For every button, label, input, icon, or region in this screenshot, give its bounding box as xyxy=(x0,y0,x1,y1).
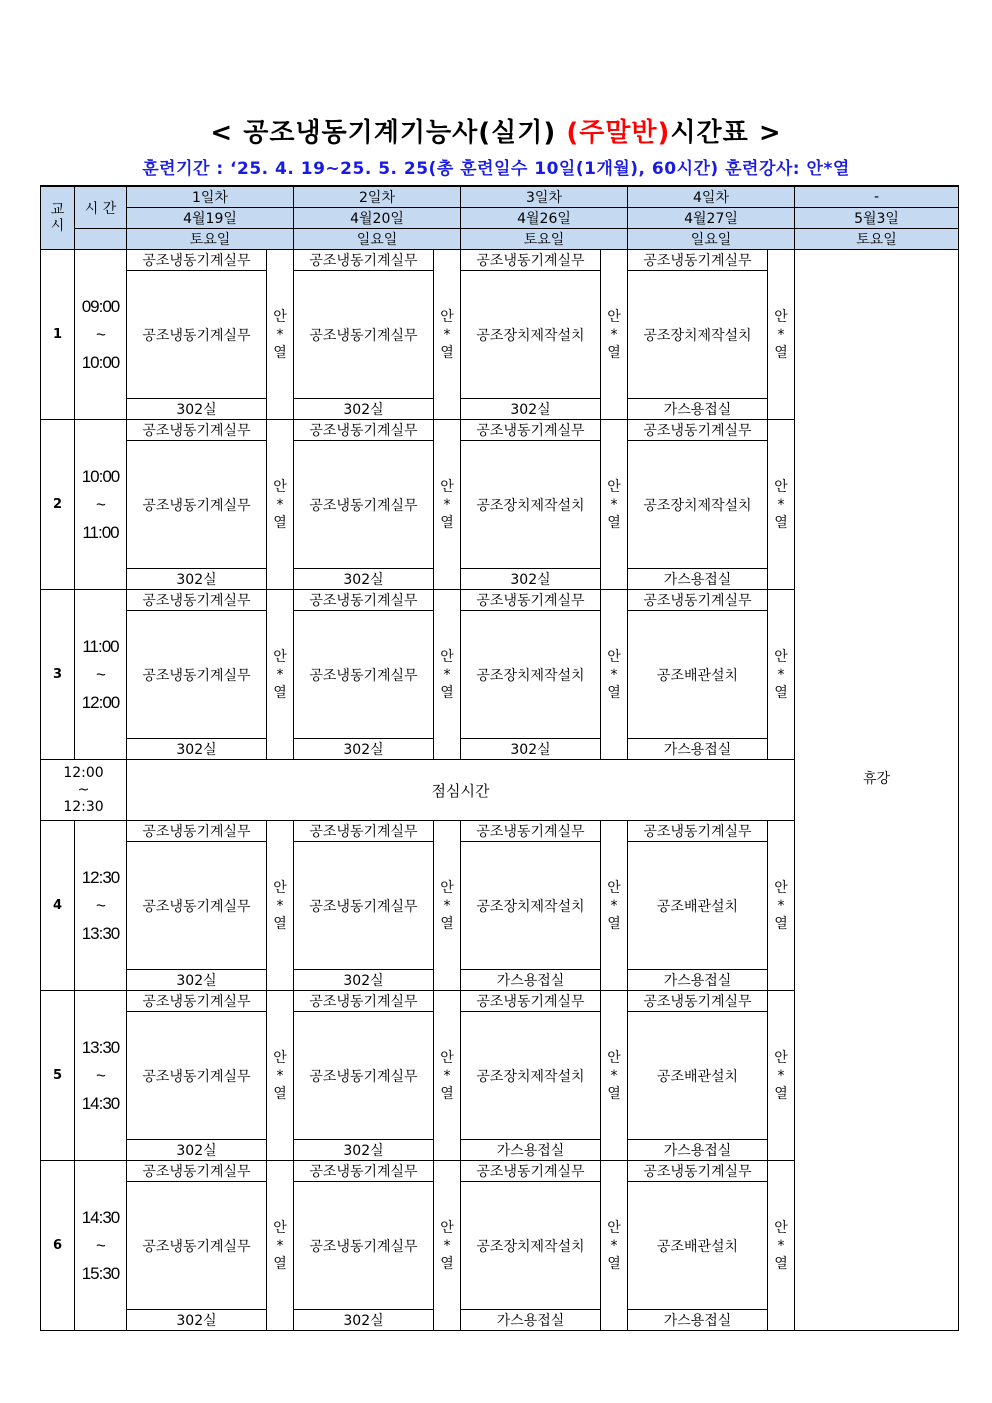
period-number: 4 xyxy=(41,821,75,991)
room-d2: 302실 xyxy=(294,739,434,760)
title-highlight: (주말반) xyxy=(566,118,671,148)
subject-main-d3: 공조장치제작설치 xyxy=(461,271,601,399)
room-d1: 302실 xyxy=(127,1140,267,1161)
room-d3: 302실 xyxy=(461,739,601,760)
subject-main-d1: 공조냉동기계실무 xyxy=(127,271,267,399)
subject-category-d2: 공조냉동기계실무 xyxy=(294,420,434,441)
subject-main-d2: 공조냉동기계실무 xyxy=(294,441,434,569)
subject-main-d3: 공조장치제작설치 xyxy=(461,611,601,739)
instructor-d2: 안 * 열 xyxy=(434,420,461,590)
rest-cell xyxy=(795,250,959,1331)
instructor-d2: 안 * 열 xyxy=(434,821,461,991)
period-time: 09:00 ~ 10:00 xyxy=(75,250,127,420)
header-weekday-2: 일요일 xyxy=(294,229,461,250)
subject-main-d4: 공조장치제작설치 xyxy=(628,441,768,569)
room-d1: 302실 xyxy=(127,1310,267,1331)
subject-category-d1: 공조냉동기계실무 xyxy=(127,250,267,271)
period-time: 14:30 ~ 15:30 xyxy=(75,1161,127,1331)
subject-category-d4: 공조냉동기계실무 xyxy=(628,821,768,842)
lunch-time: 12:00 ~ 12:30 xyxy=(41,760,127,821)
period-header: 교 시 xyxy=(41,186,75,250)
subject-main-d4: 공조배관설치 xyxy=(628,1182,768,1310)
room-d4: 가스용접실 xyxy=(628,399,768,420)
instructor-d2: 안 * 열 xyxy=(434,1161,461,1331)
instructor-d1: 안 * 열 xyxy=(267,420,294,590)
room-d1: 302실 xyxy=(127,569,267,590)
subject-category-d4: 공조냉동기계실무 xyxy=(628,1161,768,1182)
room-d4: 가스용접실 xyxy=(628,739,768,760)
header-day-2: 2일차 xyxy=(294,186,461,208)
instructor-d1: 안 * 열 xyxy=(267,821,294,991)
room-d3: 302실 xyxy=(461,399,601,420)
subject-category-d4: 공조냉동기계실무 xyxy=(628,250,768,271)
subject-main-d2: 공조냉동기계실무 xyxy=(294,842,434,970)
subject-category-d1: 공조냉동기계실무 xyxy=(127,991,267,1012)
period-time: 10:00 ~ 11:00 xyxy=(75,420,127,590)
room-d2: 302실 xyxy=(294,970,434,991)
room-d2: 302실 xyxy=(294,399,434,420)
subject-main-d4: 공조장치제작설치 xyxy=(628,271,768,399)
subject-main-d3: 공조장치제작설치 xyxy=(461,842,601,970)
header-weekday-1: 토요일 xyxy=(127,229,294,250)
instructor-d3: 안 * 열 xyxy=(601,420,628,590)
subject-main-d4: 공조배관설치 xyxy=(628,842,768,970)
subject-category-d2: 공조냉동기계실무 xyxy=(294,590,434,611)
subject-category-d4: 공조냉동기계실무 xyxy=(628,991,768,1012)
room-d4: 가스용접실 xyxy=(628,970,768,991)
header-date-1: 4월19일 xyxy=(127,208,294,229)
instructor-d4: 안 * 열 xyxy=(768,420,795,590)
instructor-d4: 안 * 열 xyxy=(768,991,795,1161)
subject-category-d2: 공조냉동기계실무 xyxy=(294,1161,434,1182)
subject-category-d1: 공조냉동기계실무 xyxy=(127,420,267,441)
timetable xyxy=(40,185,959,1331)
subject-category-d3: 공조냉동기계실무 xyxy=(461,821,601,842)
instructor-d2: 안 * 열 xyxy=(434,590,461,760)
instructor-d3: 안 * 열 xyxy=(601,991,628,1161)
header-date-4: 4월27일 xyxy=(628,208,795,229)
period-number: 5 xyxy=(41,991,75,1161)
page-title xyxy=(0,112,992,149)
instructor-d3: 안 * 열 xyxy=(601,590,628,760)
room-d1: 302실 xyxy=(127,399,267,420)
subject-category-d2: 공조냉동기계실무 xyxy=(294,250,434,271)
instructor-d1: 안 * 열 xyxy=(267,250,294,420)
room-d4: 가스용접실 xyxy=(628,1310,768,1331)
subject-main-d1: 공조냉동기계실무 xyxy=(127,1012,267,1140)
subject-main-d2: 공조냉동기계실무 xyxy=(294,271,434,399)
subject-category-d3: 공조냉동기계실무 xyxy=(461,590,601,611)
title-suffix: 시간표 > xyxy=(670,118,782,148)
room-d4: 가스용접실 xyxy=(628,1140,768,1161)
header-weekday-3: 토요일 xyxy=(461,229,628,250)
subject-main-d1: 공조냉동기계실무 xyxy=(127,611,267,739)
subject-category-d3: 공조냉동기계실무 xyxy=(461,250,601,271)
header-weekday-4: 일요일 xyxy=(628,229,795,250)
instructor-d4: 안 * 열 xyxy=(768,821,795,991)
header-date-5: 5월3일 xyxy=(795,208,959,229)
subject-main-d1: 공조냉동기계실무 xyxy=(127,441,267,569)
instructor-d1: 안 * 열 xyxy=(267,991,294,1161)
instructor-d4: 안 * 열 xyxy=(768,250,795,420)
header-day-1: 1일차 xyxy=(127,186,294,208)
subject-category-d1: 공조냉동기계실무 xyxy=(127,821,267,842)
instructor-d2: 안 * 열 xyxy=(434,991,461,1161)
subject-main-d2: 공조냉동기계실무 xyxy=(294,1182,434,1310)
period-time: 13:30 ~ 14:30 xyxy=(75,991,127,1161)
instructor-d3: 안 * 열 xyxy=(601,1161,628,1331)
period-number: 6 xyxy=(41,1161,75,1331)
subject-category-d1: 공조냉동기계실무 xyxy=(127,590,267,611)
time-header: 시 간 xyxy=(75,186,127,229)
instructor-d2: 안 * 열 xyxy=(434,250,461,420)
subject-category-d1: 공조냉동기계실무 xyxy=(127,1161,267,1182)
room-d2: 302실 xyxy=(294,1140,434,1161)
room-d3: 가스용접실 xyxy=(461,970,601,991)
subject-category-d4: 공조냉동기계실무 xyxy=(628,590,768,611)
header-date-2: 4월20일 xyxy=(294,208,461,229)
header-day-4: 4일차 xyxy=(628,186,795,208)
room-d3: 가스용접실 xyxy=(461,1310,601,1331)
subject-category-d3: 공조냉동기계실무 xyxy=(461,1161,601,1182)
room-d2: 302실 xyxy=(294,569,434,590)
title-prefix: < 공조냉동기계기능사(실기) xyxy=(210,118,567,148)
subject-category-d4: 공조냉동기계실무 xyxy=(628,420,768,441)
subject-category-d2: 공조냉동기계실무 xyxy=(294,991,434,1012)
instructor-d4: 안 * 열 xyxy=(768,590,795,760)
instructor-d4: 안 * 열 xyxy=(768,1161,795,1331)
instructor-d3: 안 * 열 xyxy=(601,821,628,991)
subject-category-d3: 공조냉동기계실무 xyxy=(461,420,601,441)
header-weekday-5: 토요일 xyxy=(795,229,959,250)
period-number: 2 xyxy=(41,420,75,590)
lunch-label: 점심시간 xyxy=(127,760,795,821)
rest-label: 휴강 xyxy=(862,771,891,787)
subject-category-d2: 공조냉동기계실무 xyxy=(294,821,434,842)
period-number: 3 xyxy=(41,590,75,760)
subject-main-d3: 공조장치제작설치 xyxy=(461,441,601,569)
header-day-5: - xyxy=(795,186,959,208)
time-header-blank xyxy=(75,229,127,250)
subject-main-d1: 공조냉동기계실무 xyxy=(127,1182,267,1310)
instructor-d1: 안 * 열 xyxy=(267,1161,294,1331)
room-d4: 가스용접실 xyxy=(628,569,768,590)
subject-main-d2: 공조냉동기계실무 xyxy=(294,611,434,739)
room-d1: 302실 xyxy=(127,739,267,760)
subject-main-d2: 공조냉동기계실무 xyxy=(294,1012,434,1140)
subject-category-d3: 공조냉동기계실무 xyxy=(461,991,601,1012)
room-d1: 302실 xyxy=(127,970,267,991)
header-date-3: 4월26일 xyxy=(461,208,628,229)
subject-main-d4: 공조배관설치 xyxy=(628,1012,768,1140)
training-period-subtitle: 훈련기간 : ‘25. 4. 19~25. 5. 25(총 훈련일수 10일(1개월), 60시간) 훈련강사: 안*열 xyxy=(142,159,850,179)
subject-main-d1: 공조냉동기계실무 xyxy=(127,842,267,970)
room-d2: 302실 xyxy=(294,1310,434,1331)
period-time: 11:00 ~ 12:00 xyxy=(75,590,127,760)
room-d3: 가스용접실 xyxy=(461,1140,601,1161)
period-time: 12:30 ~ 13:30 xyxy=(75,821,127,991)
instructor-d1: 안 * 열 xyxy=(267,590,294,760)
period-number: 1 xyxy=(41,250,75,420)
subject-main-d4: 공조배관설치 xyxy=(628,611,768,739)
subject-main-d3: 공조장치제작설치 xyxy=(461,1182,601,1310)
subject-main-d3: 공조장치제작설치 xyxy=(461,1012,601,1140)
room-d3: 302실 xyxy=(461,569,601,590)
instructor-d3: 안 * 열 xyxy=(601,250,628,420)
header-day-3: 3일차 xyxy=(461,186,628,208)
